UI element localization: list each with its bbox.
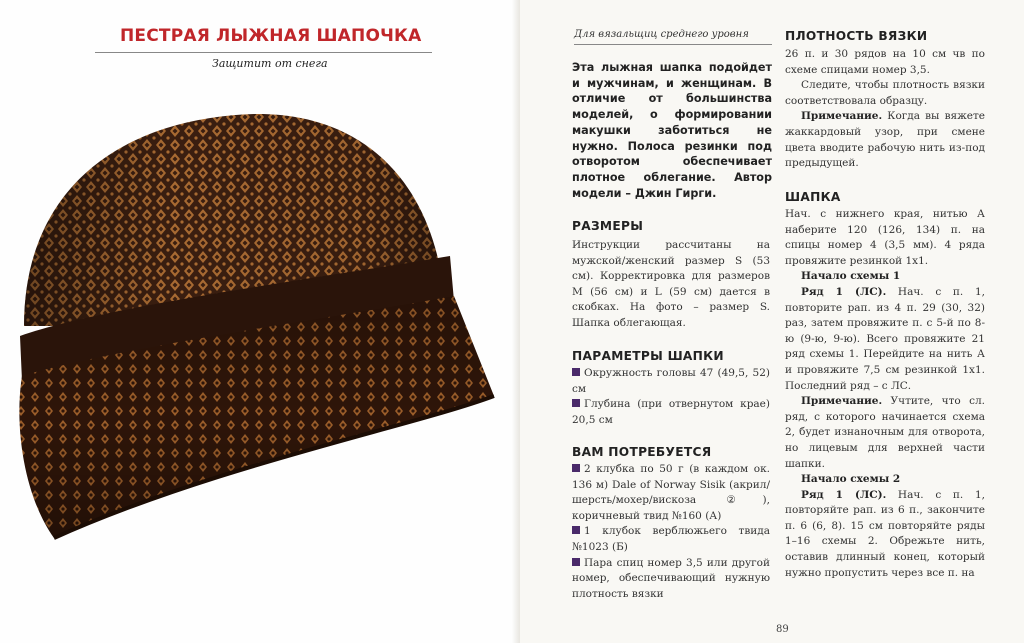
params-item: Глубина (при отвернутом крае) 20,5 см [572, 398, 770, 426]
materials-item: 2 клубка по 50 г (в каждом ок. 136 м) Dale of Norway Sisik (акрил/шерсть/мохер/вискоза ②), коричневый твид №160 (А) [572, 463, 770, 522]
hat-heading: ШАПКА [785, 190, 841, 204]
title-rule [95, 52, 432, 53]
params-item: Окружность головы 47 (49,5, 52) см [572, 367, 770, 395]
page-number: 89 [776, 624, 789, 635]
materials-item: 1 клубок верблюжьего твида №1023 (Б) [572, 525, 770, 553]
pattern-title: ПЕСТРАЯ ЛЫЖНАЯ ШАПОЧКА [120, 26, 422, 46]
sizes-heading: РАЗМЕРЫ [572, 219, 644, 233]
sizes-text: Инструкции рассчитаны на мужской/женский размер S (53 см). Корректировка для размеров M (56 см) и L (59 см) дается в скобках. На фото – размер S. Шапка облегающая. [572, 239, 770, 329]
gauge-line: 26 п. и 30 рядов на 10 см чв по схеме спицами номер 3,5. [785, 48, 985, 76]
params-heading: ПАРАМЕТРЫ ШАПКИ [572, 349, 724, 363]
bullet-square-icon [572, 399, 580, 407]
gauge-line: Следите, чтобы плотность вязки соответствовала образцу. [785, 79, 985, 107]
skill-level: Для вязальщиц среднего уровня [574, 29, 749, 40]
level-rule [574, 44, 772, 45]
intro-paragraph: Эта лыжная шапка подойдет и мужчинам, и женщинам. В отличие от большинства моделей, о формировании макушки заботиться не нужно. Полоса резинки под отворотом обеспечивает плотное облегание. Автор модели – Джин Гирги. [572, 61, 772, 200]
materials-item: Пара спиц номер 3,5 или другой номер, обеспечивающий нужную плотность вязки [572, 556, 770, 600]
hat-instructions [785, 207, 985, 581]
bullet-square-icon [572, 368, 580, 376]
note-1: Примечание. Когда вы вяжете жаккардовый узор, при смене цвета вводите рабочую нить из-под предыдущей. [785, 110, 985, 170]
chart-2-heading: Начало схемы 2 [801, 473, 901, 486]
materials-list [572, 462, 770, 602]
materials-heading: ВАМ ПОТРЕБУЕТСЯ [572, 445, 712, 459]
hat-photo [14, 96, 500, 546]
bullet-square-icon [572, 558, 580, 566]
bullet-square-icon [572, 464, 580, 472]
gauge-text [785, 47, 985, 172]
note-2: Примечание. Учтите, что сл. ряд, с которого начинается схема 2, будет изнаночным для отворота, но лицевым для верхней части шапки. [785, 395, 985, 470]
chart-1-heading: Начало схемы 1 [801, 270, 901, 283]
gauge-heading: ПЛОТНОСТЬ ВЯЗКИ [785, 29, 928, 43]
params-list [572, 366, 770, 428]
hat-text: Нач. с нижнего края, нитью А наберите 120 (126, 134) п. на спицы номер 4 (3,5 мм). 4 ряда провяжите резинкой 1х1. [785, 208, 985, 267]
pattern-subtitle: Защитит от снега [212, 57, 328, 70]
bullet-square-icon [572, 526, 580, 534]
chart-2-row-1: Ряд 1 (ЛС). Нач. с п. 1, повторяйте рап. из 6 п., закончите п. 6 (6, 8). 15 см повторяйте ряды 1–16 схемы 2. Обрежьте нить, оставив длинный конец, который нужно пропустить через все п. на [785, 488, 985, 579]
chart-1-row-1: Ряд 1 (ЛС). Нач. с п. 1, повторите рап. из 4 п. 29 (30, 32) раз, затем провяжите п. с 5-й по 8-ю (9-ю, 9-ю). Всего провяжите 21 ряд схемы 1. Перейдите на нить А и провяжите 7,5 см резинкой 1х1. Последний ряд – с ЛС. [785, 285, 985, 392]
